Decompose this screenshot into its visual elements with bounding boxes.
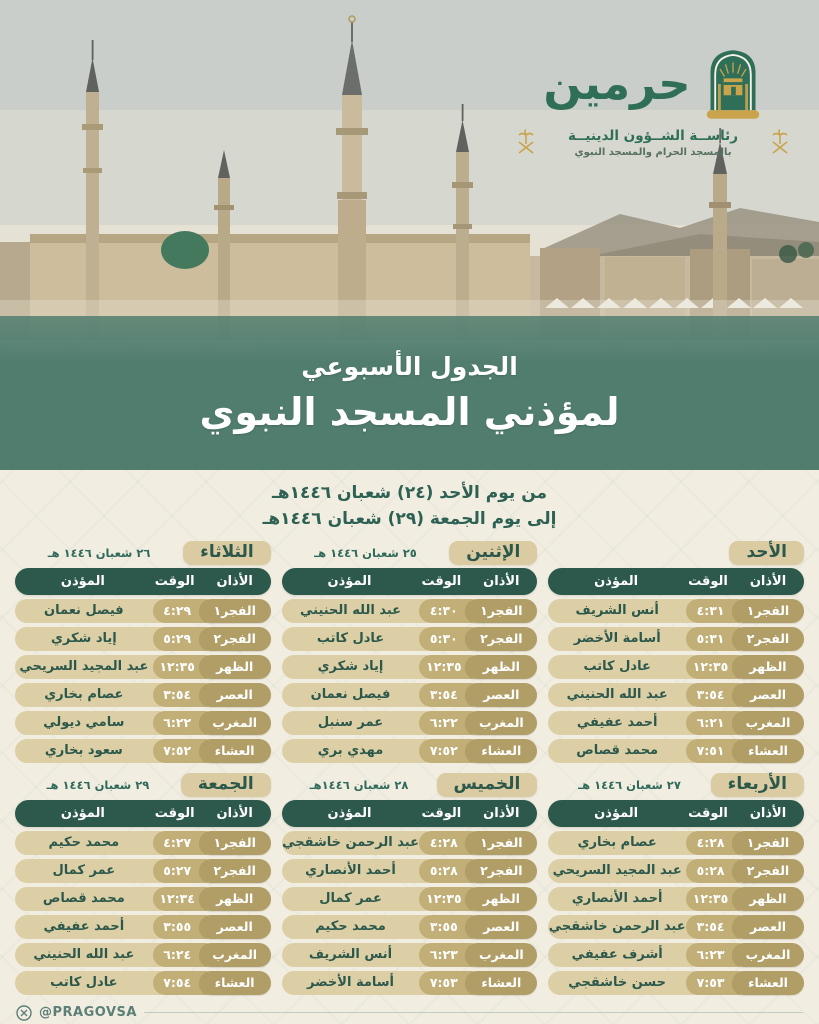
header-muezzin: المؤذن [60,573,105,589]
prayer-time: ٧:٥٤ [153,971,217,995]
table-row [15,943,271,967]
table-row [282,859,538,883]
prayer-time: ٧:٥٢ [153,739,217,763]
prayer-label: الظهر [732,887,804,911]
muezzin-name: محمد قصاص [548,739,704,763]
table-row [548,711,804,735]
table-row [548,655,804,679]
day-date: ٢٨ شعبان ١٤٤٦هـ [309,777,409,792]
muezzin-name: مهدي بري [282,739,438,763]
prayer-label: الفجر١ [732,831,804,855]
day-date: ٢٧ شعبان ١٤٤٦ هـ [578,777,681,792]
prayer-label: الفجر٢ [732,859,804,883]
muezzin-name: سعود بخاري [15,739,171,763]
poster-title-line1: الجدول الأسبوعي [301,352,518,381]
prayer-label: العصر [732,915,804,939]
day-tab: الإثنين [449,541,537,565]
muezzin-name: أحمد عفيفي [548,711,704,735]
table-row [548,831,804,855]
prayer-time: ٥:٣١ [686,627,750,651]
table-row [15,971,271,995]
muezzin-name: عبد المجيد السريحي [15,655,171,679]
prayer-label: الظهر [732,655,804,679]
table-row [548,887,804,911]
poster-title-line2: لمؤذني المسجد النبوي [199,390,620,434]
muezzin-name: عبد الرحمن خاشقجي [282,831,438,855]
muezzin-name: عادل كاتب [15,971,171,995]
header-time: الوقت [154,573,195,589]
prayer-label: العشاء [732,971,804,995]
day-card-thursday [282,773,538,995]
table-row [15,915,271,939]
prayer-label: المغرب [465,711,537,735]
prayer-time: ٤:٣٠ [419,599,483,623]
date-range-from: من يوم الأحد (٢٤) شعبان ١٤٤٦هـ [271,483,548,503]
day-card-tuesday [15,541,271,763]
header-time: الوقت [688,573,728,589]
muezzin-name: عبد الله الحنيني [15,943,171,967]
muezzin-name: عبد الرحمن خاشقجي [548,915,704,939]
prayer-label: الفجر١ [732,599,804,623]
prayer-time: ١٢:٣٥ [686,655,750,679]
prayer-time: ٥:٢٨ [419,859,483,883]
prayer-label: المغرب [732,711,804,735]
table-row [282,711,538,735]
day-tab: الثلاثاء [183,541,271,565]
muezzin-name: عصام بخاري [15,683,171,707]
table-row [282,971,538,995]
header-time: الوقت [421,573,462,589]
day-card-sunday [548,541,804,763]
prayer-label: المغرب [732,943,804,967]
muezzin-name: محمد حكيم [282,915,438,939]
haramain-logo [513,44,793,158]
x-social-icon [16,1005,32,1021]
prayer-time: ١٢:٣٥ [153,655,217,679]
prayer-label: الظهر [465,887,537,911]
prayer-label: العصر [465,915,537,939]
muezzin-name: فيصل نعمان [15,599,171,623]
table-row [548,971,804,995]
prayer-time: ٧:٥٣ [419,971,483,995]
prayer-time: ٥:٢٩ [153,627,217,651]
table-row [282,599,538,623]
prayer-label: العشاء [199,971,271,995]
prayer-time: ٤:٢٩ [153,599,217,623]
table-row [548,739,804,763]
header-muezzin: المؤذن [594,573,639,589]
prayer-label: الفجر٢ [465,859,537,883]
palm-swords-icon [515,129,537,155]
muezzin-name: سامي ديولي [15,711,171,735]
table-row [282,915,538,939]
muezzin-name: عمر سنبل [282,711,438,735]
header-muezzin: المؤذن [327,805,372,821]
prayer-label: الفجر١ [465,599,537,623]
logo-org-line2: بالمسجد الحرام والمسجد النبوي [574,147,732,158]
header-adhan: الأذان [483,805,520,821]
muezzin-name: أنس الشريف [282,943,438,967]
title-banner [0,316,819,470]
header-muezzin: المؤذن [60,805,105,821]
day-date: ٢٦ شعبان ١٤٤٦ هـ [47,545,151,560]
table-row [548,683,804,707]
prayer-time: ٥:٢٧ [153,859,217,883]
day-card-friday [15,773,271,995]
muezzin-name: أحمد عفيفي [15,915,171,939]
date-range-to: إلى يوم الجمعة (٢٩) شعبان ١٤٤٦هـ [262,509,557,530]
prayer-time: ٣:٥٤ [419,683,483,707]
prayer-time: ٥:٣٠ [419,627,483,651]
header-adhan: الأذان [216,573,253,589]
table-row [548,627,804,651]
table-row [15,739,271,763]
muezzin-name: أحمد الأنصاري [548,887,704,911]
prayer-label: الظهر [199,887,271,911]
table-row [548,859,804,883]
prayer-time: ٧:٥٣ [686,971,750,995]
footer [16,1005,803,1021]
prayer-time: ٤:٢٨ [686,831,750,855]
table-row [15,887,271,911]
palm-swords-icon [769,129,791,155]
prayer-time: ٣:٥٥ [419,915,483,939]
table-row [15,711,271,735]
prayer-label: الفجر٢ [732,627,804,651]
prayer-time: ٤:٣١ [686,599,750,623]
muezzin-name: عبد الله الحنيني [548,683,704,707]
header-adhan: الأذان [216,805,253,821]
prayer-time: ١٢:٣٥ [419,887,483,911]
prayer-label: العصر [199,915,271,939]
prayer-time: ٦:٢٣ [686,943,750,967]
prayer-time: ٥:٢٨ [686,859,750,883]
muezzin-name: محمد حكيم [15,831,171,855]
header-muezzin: المؤذن [594,805,639,821]
muezzin-name: محمد قصاص [15,887,171,911]
muezzin-name: أسامة الأخضر [282,971,438,995]
social-handle: @PRAGOVSA [39,1005,137,1021]
header-muezzin: المؤذن [327,573,372,589]
prayer-time: ١٢:٣٤ [153,887,217,911]
prayer-label: المغرب [465,943,537,967]
prayer-time: ٦:٢٢ [153,711,217,735]
header-time: الوقت [154,805,195,821]
muezzin-name: حسن خاشقجي [548,971,704,995]
prayer-label: العصر [465,683,537,707]
prayer-time: ٣:٥٤ [153,683,217,707]
table-row [282,831,538,855]
header-time: الوقت [688,805,728,821]
muezzin-name: عبد المجيد السريحي [548,859,704,883]
muezzin-name: عادل كاتب [282,627,438,651]
muezzin-name: أنس الشريف [548,599,704,623]
prayer-label: الفجر٢ [199,627,271,651]
prayer-time: ٦:٢٣ [419,943,483,967]
logo-wordmark: حرمين [543,57,691,111]
prayer-label: العصر [732,683,804,707]
logo-org-line1: رئاســة الشــؤون الدينيــة [567,128,739,144]
prayer-time: ٦:٢١ [686,711,750,735]
table-row [282,739,538,763]
header-adhan: الأذان [749,805,787,821]
prayer-label: العصر [199,683,271,707]
table-row [548,943,804,967]
day-date: ٢٩ شعبان ١٤٤٦ هـ [46,777,150,792]
haramain-emblem-icon [703,44,763,124]
prayer-time: ١٢:٣٥ [419,655,483,679]
table-row [282,887,538,911]
prayer-label: العشاء [465,739,537,763]
prayer-time: ٦:٢٤ [153,943,217,967]
schedule-grid [15,541,804,995]
muezzin-name: عصام بخاري [548,831,704,855]
prayer-time: ٣:٥٤ [686,915,750,939]
footer-divider [144,1012,803,1014]
prayer-label: الفجر١ [465,831,537,855]
day-date: ٢٥ شعبان ١٤٤٦ هـ [314,545,417,560]
table-row [282,683,538,707]
day-tab: الأربعاء [711,773,804,797]
header-adhan: الأذان [749,573,787,589]
muezzin-name: أشرف عفيفي [548,943,704,967]
prayer-label: العشاء [732,739,804,763]
prayer-time: ٧:٥١ [686,739,750,763]
day-card-monday [282,541,538,763]
muezzin-name: إياد شكري [282,655,438,679]
muezzin-name: إياد شكري [15,627,171,651]
table-row [282,655,538,679]
prayer-label: الظهر [465,655,537,679]
header-adhan: الأذان [483,573,520,589]
table-header [548,568,804,595]
header-time: الوقت [421,805,462,821]
prayer-time: ١٢:٣٥ [686,887,750,911]
day-card-wednesday [548,773,804,995]
prayer-time: ٣:٥٥ [153,915,217,939]
hero-section [0,0,819,470]
muezzin-name: عادل كاتب [548,655,704,679]
muezzin-name: عمر كمال [15,859,171,883]
muezzin-name: فيصل نعمان [282,683,438,707]
prayer-time: ٣:٥٤ [686,683,750,707]
day-tab: الخميس [437,773,538,797]
table-header [15,568,271,595]
prayer-time: ٦:٢٢ [419,711,483,735]
muezzin-name: عمر كمال [282,887,438,911]
prayer-time: ٤:٢٧ [153,831,217,855]
prayer-label: الفجر٢ [465,627,537,651]
table-row [15,683,271,707]
table-header [548,800,804,827]
table-row [548,915,804,939]
prayer-label: العشاء [465,971,537,995]
muezzin-name: عبد الله الحنيني [282,599,438,623]
table-row [15,859,271,883]
table-header [282,800,538,827]
prayer-label: الفجر١ [199,599,271,623]
date-range [0,470,819,533]
muezzin-name: أسامة الأخضر [548,627,704,651]
table-row [15,655,271,679]
table-header [15,800,271,827]
table-row [282,627,538,651]
prayer-time: ٧:٥٢ [419,739,483,763]
prayer-label: العشاء [199,739,271,763]
table-row [15,627,271,651]
table-row [282,943,538,967]
prayer-label: الفجر٢ [199,859,271,883]
table-row [15,831,271,855]
table-header [282,568,538,595]
prayer-label: الظهر [199,655,271,679]
prayer-label: المغرب [199,711,271,735]
prayer-time: ٤:٢٨ [419,831,483,855]
day-tab: الجمعة [181,773,271,797]
day-tab: الأحد [729,541,804,565]
muezzin-name: أحمد الأنصاري [282,859,438,883]
prayer-label: المغرب [199,943,271,967]
prayer-label: الفجر١ [199,831,271,855]
table-row [15,599,271,623]
table-row [548,599,804,623]
